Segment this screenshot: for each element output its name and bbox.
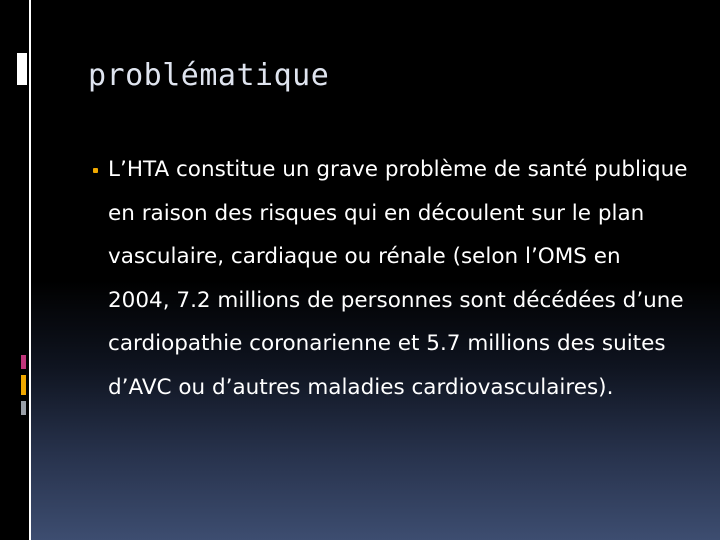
left-vertical-rule bbox=[29, 0, 31, 540]
slide-title: problématique bbox=[88, 58, 330, 93]
accent-bar-orange bbox=[21, 375, 26, 395]
title-accent-block bbox=[17, 53, 27, 85]
bullet-text: L’HTA constitue un grave problème de santé publique en raison des risques qui en découlent sur le plan vasculaire, cardiaque ou rénale (selon l’OMS en 2004, 7.2 millions de personnes sont décédées d’une cardiopathie coronarienne et 5.7 millions des suites d’AVC ou d’autres maladies cardiovasculaires). bbox=[108, 157, 688, 400]
accent-bar-gray bbox=[21, 401, 26, 415]
bullet-icon bbox=[93, 168, 98, 173]
accent-bar-pink bbox=[21, 355, 26, 369]
